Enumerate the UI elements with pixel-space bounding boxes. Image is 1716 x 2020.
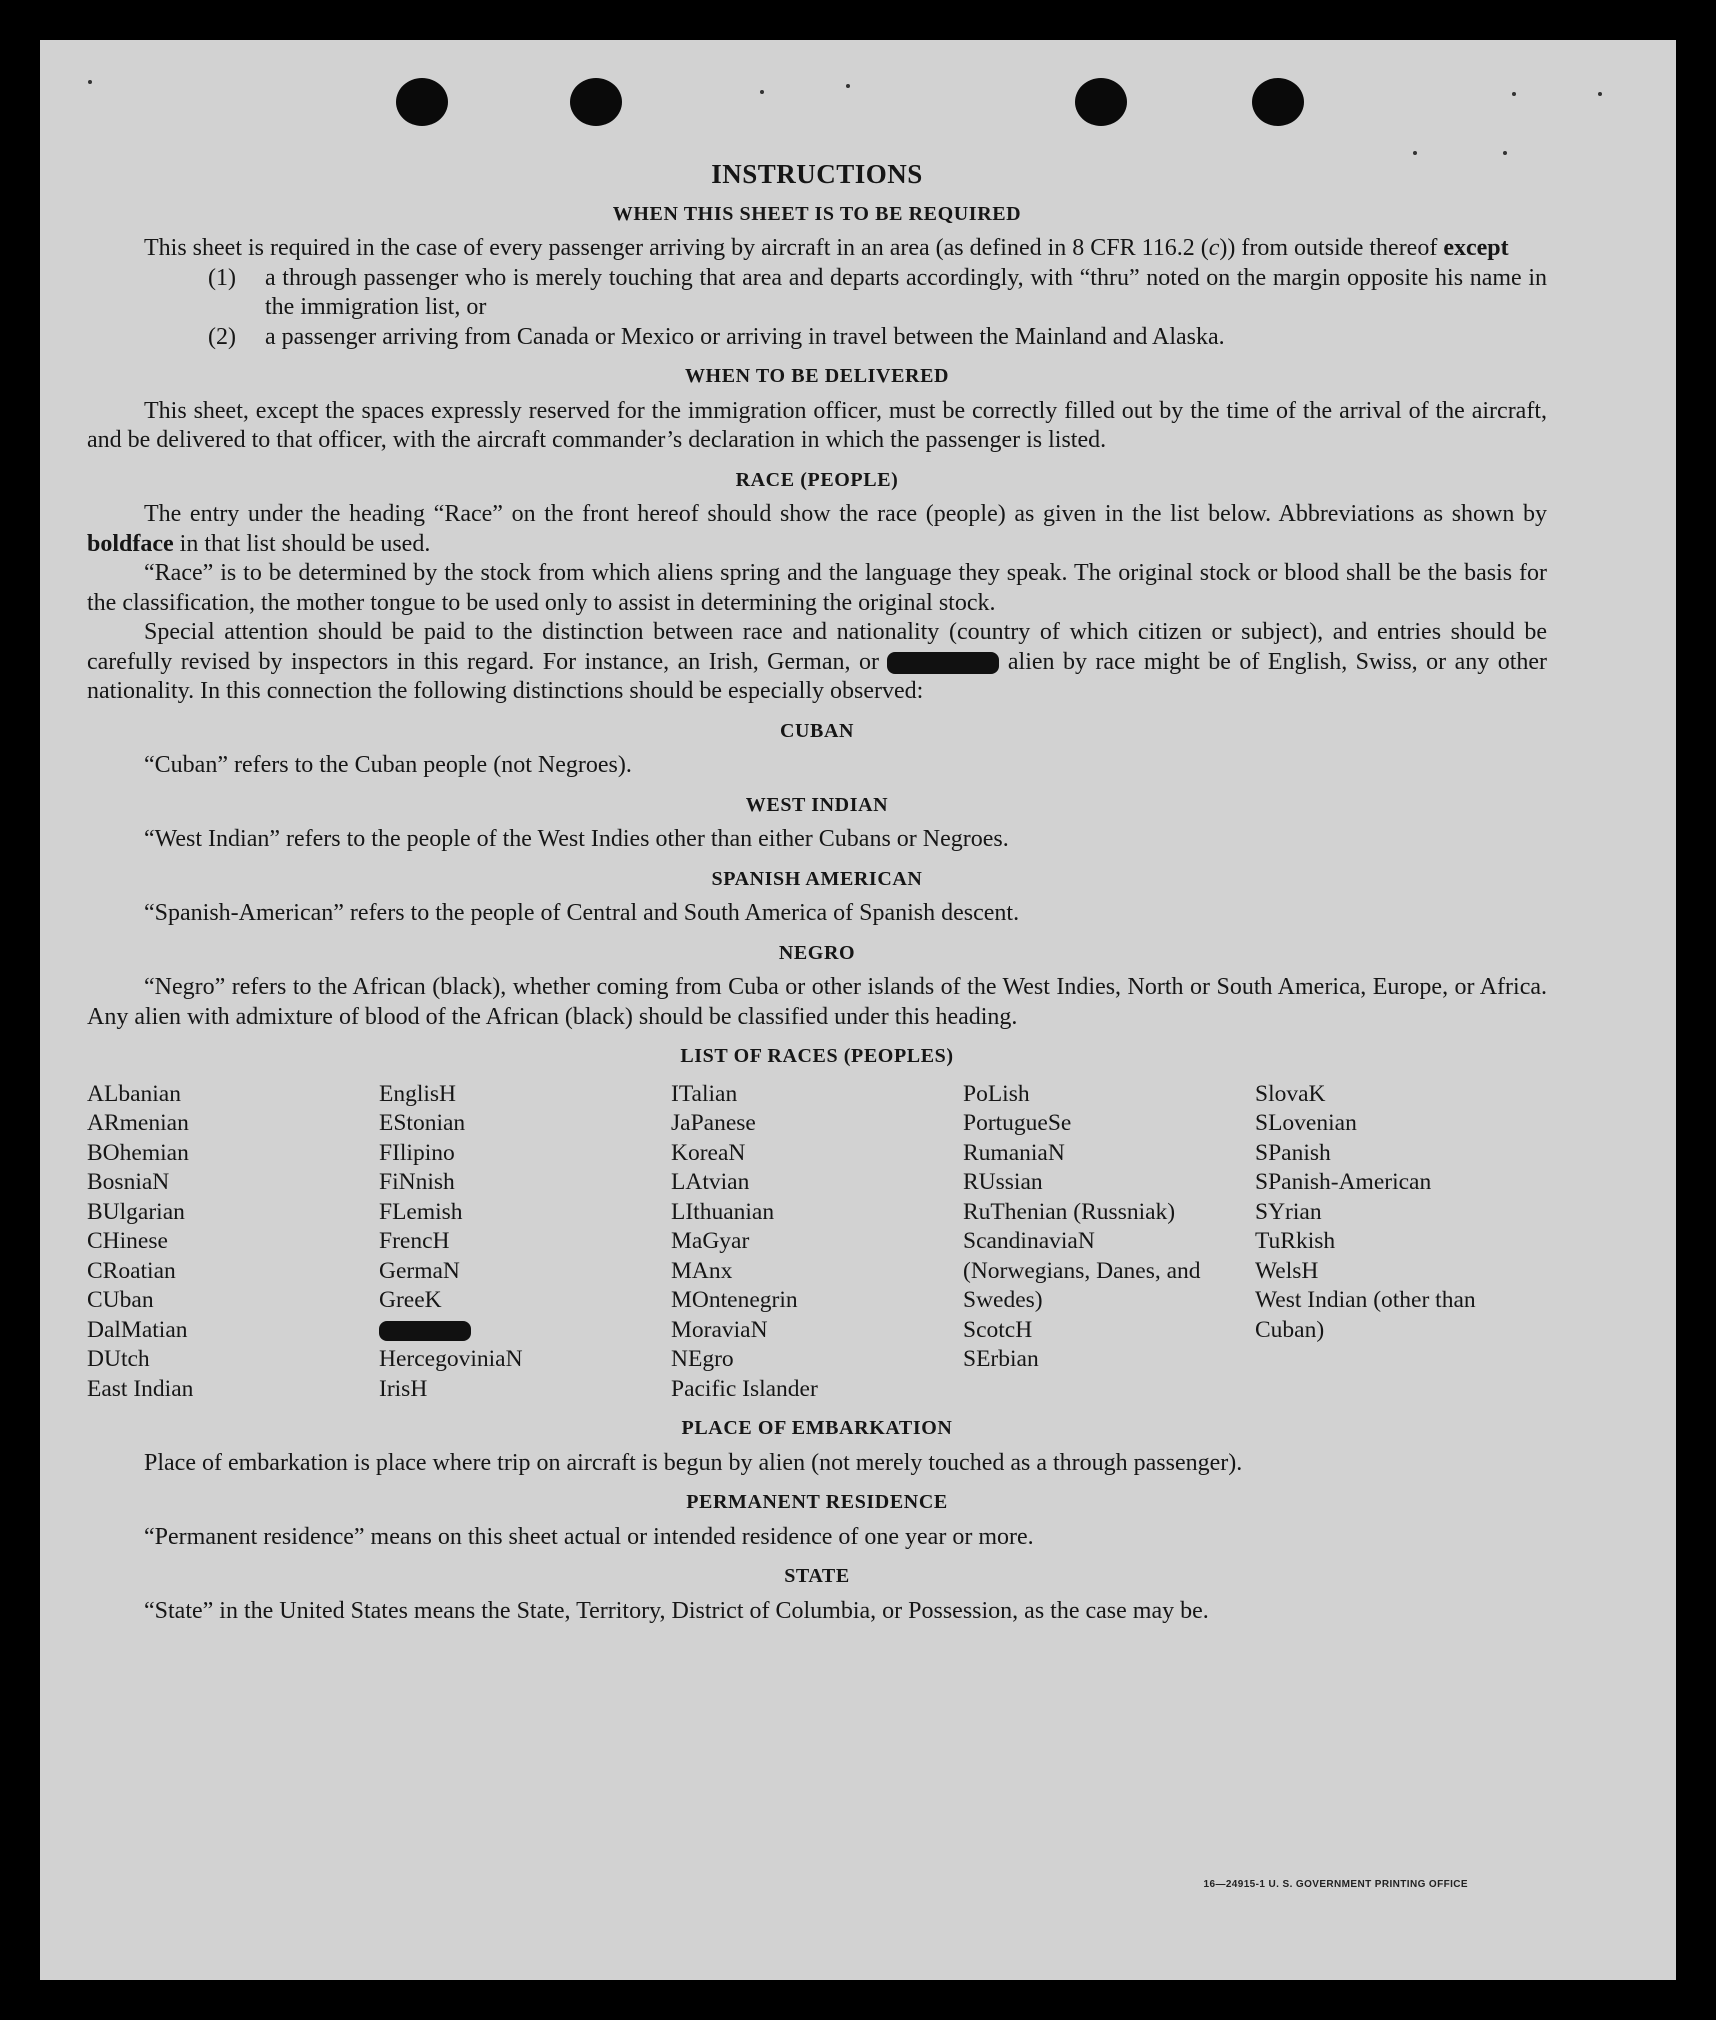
section-heading-cuban: CUBAN <box>779 719 855 742</box>
race-entry: ARmenian <box>87 1110 189 1136</box>
race-entry: East Indian <box>87 1375 194 1402</box>
race-entry: RUssian <box>963 1169 1043 1195</box>
section-heading-state: STATE <box>784 1565 850 1587</box>
race-entry: MOntenegrin <box>671 1287 798 1313</box>
race-entry: LIthuanian <box>671 1198 775 1225</box>
speck <box>1598 92 1602 96</box>
document-page <box>40 40 1676 1980</box>
race-entry-redacted <box>379 1316 671 1346</box>
race-column-4 <box>963 1080 1255 1405</box>
race-entry: CHinese <box>87 1228 168 1254</box>
race-paragraph-3: Special attention should be paid to the distinction between race and nationality (country of which citizen or subject), and entries should be carefully revised by inspectors in this regard. For instance, an Irish, German, or alien by race might be of English, Swiss, or any other nationality. In this connection the following distinctions should be especially observed: <box>87 619 1548 704</box>
race-entry: GreeK <box>379 1287 442 1313</box>
race-column-3 <box>671 1080 963 1405</box>
race-entry: RumaniaN <box>963 1139 1065 1166</box>
race-entry: TuRkish <box>1255 1228 1336 1254</box>
race-entry: JaPanese <box>671 1110 756 1136</box>
race-entry: FrencH <box>379 1228 450 1254</box>
speck <box>1512 92 1516 96</box>
section-heading-residence: PERMANENT RESIDENCE <box>686 1491 948 1513</box>
race-entry: ALbanian <box>87 1080 181 1107</box>
race-entry: SErbian <box>963 1346 1039 1372</box>
race-entry: SPanish <box>1255 1139 1331 1166</box>
negro-text: “Negro” refers to the African (black), whether coming from Cuba or other islands of the West Indies, North or South America, Europe, or Africa. Any alien with admixture of blood of the African (black) should be classified under this heading. <box>87 974 1547 1030</box>
section-heading-spanish-american: SPANISH AMERICAN <box>711 867 923 890</box>
punch-hole <box>1252 78 1304 126</box>
race-entry: CRoatian <box>87 1257 176 1284</box>
race-entry: GermaN <box>379 1257 460 1284</box>
speck <box>846 84 850 88</box>
cuban-text: “Cuban” refers to the Cuban people (not Negroes). <box>144 752 632 778</box>
race-entry: NEgro <box>671 1346 734 1372</box>
race-entry: IrisH <box>379 1375 428 1402</box>
section-heading-embarkation: PLACE OF EMBARKATION <box>681 1417 953 1439</box>
race-column-1 <box>87 1080 379 1405</box>
required-item: (2) a passenger arriving from Canada or Mexico or arriving in travel between the Mainland and Alaska. <box>208 323 1225 350</box>
section-heading-west-indian: WEST INDIAN <box>745 793 889 816</box>
spanish-american-text: “Spanish-American” refers to the people of Central and South America of Spanish descent. <box>144 900 1020 926</box>
speck <box>760 90 764 94</box>
section-heading-race-list: LIST OF RACES (PEOPLES) <box>680 1045 954 1067</box>
race-entry: BOhemian <box>87 1139 189 1166</box>
race-entry: SPanish-American <box>1255 1169 1432 1195</box>
section-heading-race: RACE (PEOPLE) <box>735 468 899 491</box>
race-entry: FLemish <box>379 1198 463 1225</box>
race-entry: MAnx <box>671 1257 733 1284</box>
redaction-mark <box>887 652 999 674</box>
race-paragraph-2: “Race” is to be determined by the stock from which aliens spring and the language they speak. The original stock or blood shall be the basis for the classification, the mother tongue to be used only to assist in determining the original stock. <box>87 560 1547 616</box>
speck <box>88 80 92 84</box>
state-text: “State” in the United States means the State, Territory, District of Columbia, or Possession, as the case may be. <box>144 1597 1209 1624</box>
redaction-mark <box>379 1321 471 1341</box>
speck <box>1503 151 1507 155</box>
west-indian-text: “West Indian” refers to the people of the West Indies other than either Cubans or Negroes. <box>144 826 1009 852</box>
race-entry: EStonian <box>379 1110 466 1136</box>
race-entry: DUtch <box>87 1346 150 1372</box>
race-entry: ScotcH <box>963 1316 1033 1343</box>
race-entry: Pacific Islander <box>671 1375 818 1402</box>
required-item: (1) a through passenger who is merely touching that area and departs accordingly, with “thru” noted on the margin opposite his name in the immigration list, or <box>208 264 1547 320</box>
race-entry: West Indian (other than Cuban) <box>1255 1287 1476 1343</box>
race-entry: WelsH <box>1255 1257 1319 1284</box>
race-entry: MoraviaN <box>671 1316 768 1343</box>
race-entry: PoLish <box>963 1080 1030 1107</box>
residence-text: “Permanent residence” means on this sheet actual or intended residence of one year or more. <box>144 1523 1034 1550</box>
race-entry: BUlgarian <box>87 1198 185 1225</box>
race-entry: ITalian <box>671 1080 738 1107</box>
race-list <box>87 1080 1547 1405</box>
race-entry: LAtvian <box>671 1169 750 1195</box>
race-entry: SlovaK <box>1255 1080 1326 1107</box>
race-entry: CUban <box>87 1287 154 1313</box>
section-heading-delivered: WHEN TO BE DELIVERED <box>684 365 950 387</box>
race-entry: EnglisH <box>379 1080 457 1107</box>
race-entry: SLovenian <box>1255 1110 1357 1136</box>
section-heading-required: WHEN THIS SHEET IS TO BE REQUIRED <box>612 202 1022 225</box>
race-entry: KoreaN <box>671 1139 746 1166</box>
race-column-2 <box>379 1080 671 1405</box>
race-entry: RuThenian (Russniak) <box>963 1198 1176 1225</box>
race-entry: HercegoviniaN <box>379 1346 523 1372</box>
printing-office-code: 16—24915-1 U. S. GOVERNMENT PRINTING OFFICE <box>1203 1879 1468 1890</box>
speck <box>1413 151 1417 155</box>
race-entry: PortugueSe <box>963 1110 1072 1136</box>
race-entry: ScandinaviaN (Norwegians, Danes, and Swedes) <box>963 1228 1201 1313</box>
section-heading-negro: NEGRO <box>778 941 856 964</box>
required-intro: This sheet is required in the case of every passenger arriving by aircraft in an area (as defined in 8 CFR 116.2 (c)) from outside thereof except <box>144 235 1509 261</box>
page-title: INSTRUCTIONS <box>711 159 923 189</box>
race-entry: BosniaN <box>87 1169 170 1195</box>
race-entry: MaGyar <box>671 1228 750 1254</box>
race-paragraph-1: The entry under the heading “Race” on the front hereof should show the race (people) as given in the list below. Abbreviations as shown by boldface in that list should be used. <box>87 501 1547 557</box>
punch-hole <box>1075 78 1127 126</box>
race-entry: SYrian <box>1255 1198 1322 1225</box>
race-entry: FIlipino <box>379 1139 455 1166</box>
delivered-text: This sheet, except the spaces expressly reserved for the immigration officer, must be correctly filled out by the time of the arrival of the aircraft, and be delivered to that officer, with the aircraft commander’s declaration in which the passenger is listed. <box>87 397 1547 453</box>
race-entry: FiNnish <box>379 1169 455 1195</box>
instructions-content <box>87 160 1547 1626</box>
punch-hole <box>570 78 622 126</box>
race-column-5 <box>1255 1080 1547 1405</box>
punch-hole <box>396 78 448 126</box>
embarkation-text: Place of embarkation is place where trip on aircraft is begun by alien (not merely touched as a through passenger). <box>144 1449 1243 1476</box>
race-entry: DalMatian <box>87 1316 188 1343</box>
